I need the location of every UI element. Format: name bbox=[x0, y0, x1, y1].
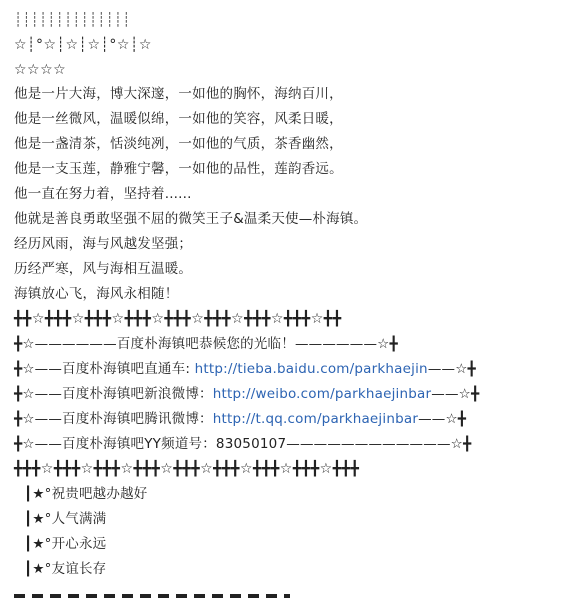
banner-yy-line bbox=[14, 434, 471, 454]
banner-border-top: ╋╋☆╋╋╋☆╋╋╋☆╋╋╋☆╋╋╋☆╋╋╋☆╋╋╋☆╋╋╋☆╋╋ bbox=[14, 311, 342, 327]
tieba-link[interactable]: http://tieba.baidu.com/parkhaejin bbox=[194, 361, 428, 377]
wish-line: ┃★°友谊长存 bbox=[24, 561, 107, 577]
wish-line: ┃★°祝贵吧越办越好 bbox=[24, 486, 148, 502]
banner-prefix: ╋☆—— bbox=[14, 361, 63, 377]
decor-dotted-row: ┊┊┊┊┊┊┊┊┊┊┊┊┊┊ bbox=[14, 12, 131, 28]
banner-suffix: ——☆╋ bbox=[418, 411, 467, 427]
tencent-weibo-link[interactable]: http://t.qq.com/parkhaejinbar bbox=[212, 411, 419, 427]
poem-line: 他是一丝微风，温暖似绵，一如他的笑容，风柔日暖， bbox=[14, 111, 343, 127]
banner-prefix: ╋☆—————— bbox=[14, 336, 117, 352]
banner-suffix: ——☆╋ bbox=[427, 361, 476, 377]
poem-line: 他一直在努力着，坚持着...... bbox=[14, 186, 192, 202]
decor-dash-bar bbox=[14, 594, 290, 598]
yy-label: 百度朴海镇吧YY频道号：83050107 bbox=[62, 436, 287, 452]
decor-stars: ☆☆☆☆ bbox=[14, 62, 67, 78]
poem-line: 他是一支玉莲，静雅宁馨，一如他的品性，莲韵香远。 bbox=[14, 161, 343, 177]
welcome-text: 百度朴海镇吧恭候您的光临！ bbox=[116, 336, 295, 352]
banner-tieba-line bbox=[14, 359, 476, 379]
poem-line: 他就是善良勇敢坚强不屈的微笑王子&温柔天使—朴海镇。 bbox=[14, 211, 368, 227]
banner-prefix: ╋☆—— bbox=[14, 411, 63, 427]
banner-border-bottom: ╋╋╋☆╋╋╋☆╋╋╋☆╋╋╋☆╋╋╋☆╋╋╋☆╋╋╋☆╋╋╋☆╋╋╋ bbox=[14, 461, 360, 477]
banner-tencent-line bbox=[14, 409, 466, 429]
poem-line: 历经严寒，风与海相互温暖。 bbox=[14, 261, 193, 277]
banner-suffix: ——☆╋ bbox=[431, 386, 480, 402]
tencent-label: 百度朴海镇吧腾讯微博： bbox=[62, 411, 213, 427]
banner-sina-line bbox=[14, 384, 479, 404]
banner-prefix: ╋☆—— bbox=[14, 436, 63, 452]
poem-line: 他是一片大海，博大深邃，一如他的胸怀，海纳百川， bbox=[14, 86, 343, 102]
sina-weibo-link[interactable]: http://weibo.com/parkhaejinbar bbox=[212, 386, 432, 402]
poem-line: 经历风雨，海与风越发坚强； bbox=[14, 236, 193, 252]
poem-line: 海镇放心飞，海风永相随！ bbox=[14, 286, 179, 302]
tieba-label: 百度朴海镇吧直通车: bbox=[62, 361, 195, 377]
wish-line: ┃★°开心永远 bbox=[24, 536, 107, 552]
wish-line: ┃★°人气满满 bbox=[24, 511, 107, 527]
sina-label: 百度朴海镇吧新浪微博： bbox=[62, 386, 213, 402]
decor-star-row: ☆┊°☆┊☆┊☆┊°☆┊☆ bbox=[14, 37, 152, 53]
banner-suffix: ————————————☆╋ bbox=[286, 436, 472, 452]
banner-prefix: ╋☆—— bbox=[14, 386, 63, 402]
poem-line: 他是一盏清茶，恬淡纯冽，一如他的气质，茶香幽然， bbox=[14, 136, 343, 152]
banner-suffix: ——————☆╋ bbox=[294, 336, 398, 352]
banner-welcome-line bbox=[14, 334, 398, 354]
